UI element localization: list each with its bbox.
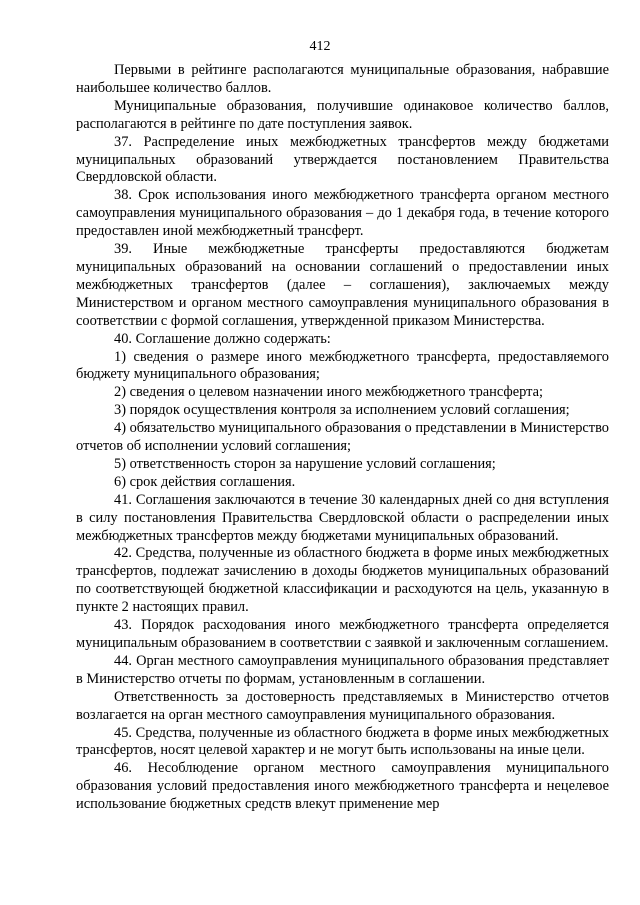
list-item: 1) сведения о размере иного межбюджетного трансферта, предоставляемого бюджету муниципального образования; <box>76 348 609 383</box>
paragraph: 39. Иные межбюджетные трансферты предоставляются бюджетам муниципальных образований на основании соглашений о предоставлении иных межбюджетных трансфертов (далее – соглашения), заключаемых между Министерством и органом местного самоуправления муниципального образования в соответствии с формой соглашения, утвержденной приказом Министерства. <box>76 241 609 329</box>
paragraph: 38. Срок использования иного межбюджетного трансферта органом местного самоуправления муниципального образования – до 1 декабря года, в течение которого предоставлен иной межбюджетный трансферт. <box>76 187 609 240</box>
paragraph: 40. Соглашение должно содержать: <box>114 330 331 347</box>
paragraph: 43. Порядок расходования иного межбюджетного трансферта определяется муниципальным образованием в соответствии с заявкой и заключенным соглашением. <box>76 617 609 651</box>
list-item: 2) сведения о целевом назначении иного межбюджетного трансферта; <box>114 384 543 401</box>
list-item: 4) обязательство муниципального образования о представлении в Министерство отчетов об исполнении условий соглашения; <box>76 420 609 455</box>
paragraph: Муниципальные образования, получившие одинаковое количество баллов, располагаются в рейтинге по дате поступления заявок. <box>76 97 609 132</box>
paragraph: 45. Средства, полученные из областного бюджета в форме иных межбюджетных трансфертов, носят целевой характер и не могут быть использованы на иные цели. <box>76 724 609 759</box>
list-item: 5) ответственность сторон за нарушение условий соглашения; <box>114 455 496 472</box>
paragraph: Первыми в рейтинге располагаются муниципальные образования, набравшие наибольшее количество баллов. <box>76 62 609 96</box>
paragraph: Ответственность за достоверность представляемых в Министерство отчетов возлагается на орган местного самоуправления муниципального образования. <box>76 688 609 723</box>
paragraph: 44. Орган местного самоуправления муниципального образования представляет в Министерство отчеты по формам, установленным в соглашении. <box>76 652 609 687</box>
paragraph: 46. Несоблюдение органом местного самоуправления муниципального образования условий предоставления иного межбюджетного трансферта и нецелевое использование бюджетных средств влекут применение мер <box>76 760 609 813</box>
list-item: 3) порядок осуществления контроля за исполнением условий соглашения; <box>114 402 570 419</box>
document-body <box>76 62 609 814</box>
paragraph: 42. Средства, полученные из областного бюджета в форме иных межбюджетных трансфертов, подлежат зачислению в доходы бюджетов муниципальных образований по соответствующей бюджетной классификации и расходуются на цель, указанную в пункте 2 настоящих правил. <box>76 545 609 616</box>
page-number: 412 <box>309 39 331 54</box>
paragraph: 37. Распределение иных межбюджетных трансфертов между бюджетами муниципальных образований утверждается постановлением Правительства Свердловской области. <box>76 133 609 186</box>
paragraph: 41. Соглашения заключаются в течение 30 календарных дней со дня вступления в силу постановления Правительства Свердловской области о распределении иных межбюджетных трансфертов между бюджетами муниципальных образований. <box>76 491 609 544</box>
list-item: 6) срок действия соглашения. <box>114 473 296 490</box>
